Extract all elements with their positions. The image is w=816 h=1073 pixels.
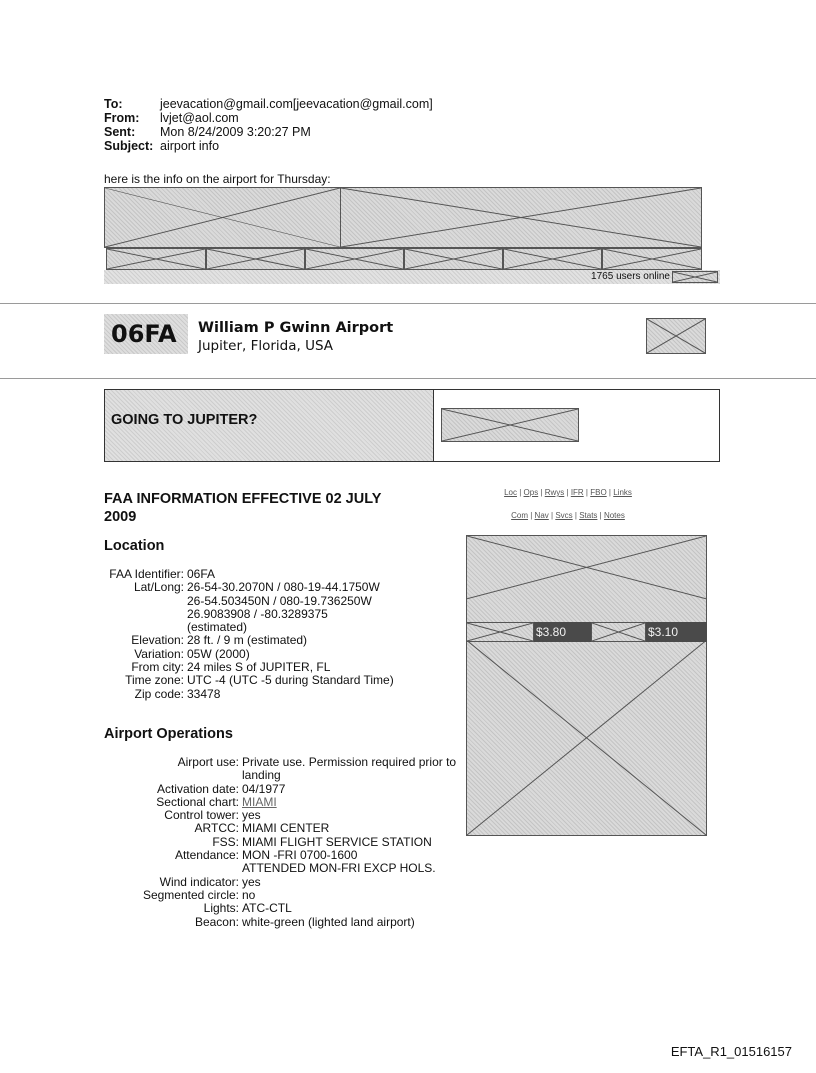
airport-diagram-image[interactable] (466, 535, 707, 836)
operations_section-key: Airport use: (177, 755, 239, 769)
promo-box (104, 389, 720, 462)
airport-name: William P Gwinn Airport (198, 320, 394, 336)
operations_section-row (104, 809, 456, 822)
section-nav-row1 (468, 488, 668, 497)
operations_section-value[interactable] (242, 796, 456, 809)
operations_section-key: Lights: (203, 901, 239, 916)
location_section-row (104, 674, 394, 687)
banner-nav-3[interactable] (305, 248, 404, 270)
users-online-strip (104, 270, 720, 284)
fuel-price-1: $3.80 (536, 625, 567, 639)
operations_section-value-line: no (242, 887, 256, 902)
location_section-key: Zip code: (134, 686, 184, 701)
nav-link-ops[interactable]: Ops (523, 488, 539, 497)
operations_section-value (242, 809, 456, 822)
operations_section-value-line: ATC-CTL (242, 901, 292, 916)
operations_section-value (242, 876, 456, 889)
location_section-row (104, 568, 394, 581)
operations_section-row (104, 822, 456, 835)
nav-separator: | (516, 488, 524, 497)
fuel-price-separator-image (591, 622, 646, 642)
location_section-key: Variation: (134, 646, 184, 661)
nav-link-nav[interactable]: Nav (534, 511, 549, 520)
operations-table (104, 756, 456, 929)
operations_section-key: Sectional chart: (156, 794, 239, 809)
operations_section-value-line: white-green (lighted land airport) (242, 914, 415, 929)
location_section-row (104, 648, 394, 661)
fuel-price-2: $3.10 (648, 625, 679, 639)
operations_section-key: FSS: (212, 834, 239, 849)
operations_section-row (104, 756, 456, 783)
location_section-value (187, 674, 394, 687)
operations_section-value-line: landing (242, 768, 281, 783)
operations_section-value-line: yes (242, 874, 261, 889)
users-online-text: 1765 users online (591, 271, 670, 282)
operations_section-row (104, 783, 456, 796)
operations_section-key: Attendance: (174, 848, 239, 863)
location_section-row (104, 581, 394, 634)
operations_section-key: ARTCC: (194, 821, 239, 836)
nav-separator: | (564, 488, 571, 497)
operations_section-key: Activation date: (156, 781, 239, 796)
to-label: To: (104, 97, 123, 111)
operations_section-row (104, 796, 456, 809)
nav-link-svcs[interactable]: Svcs (555, 511, 573, 520)
location-table (104, 568, 394, 701)
subject-label: Subject: (104, 139, 154, 153)
operations_section-value-line: Private use. Permission required prior to (242, 755, 457, 769)
subject-value: airport info (160, 139, 220, 153)
operations_section-value (242, 756, 456, 783)
banner-nav-5[interactable] (503, 248, 602, 270)
location_section-row (104, 688, 394, 701)
nav-separator: | (548, 511, 556, 520)
banner-nav-2[interactable] (206, 248, 305, 270)
location_section-value-line: 26-54-30.2070N / 080-19-44.1750W (187, 580, 380, 595)
sent-value: Mon 8/24/2009 3:20:27 PM (160, 125, 311, 139)
nav-link-stats[interactable]: Stats (579, 511, 598, 520)
nav-separator: | (538, 488, 545, 497)
location_section-key: Time zone: (125, 673, 184, 688)
faa-heading-line1: FAA INFORMATION EFFECTIVE 02 JULY (104, 491, 382, 507)
location-title: Location (104, 538, 165, 554)
faa-heading (104, 490, 381, 526)
operations_section-value (242, 849, 456, 876)
promo-heading: GOING TO JUPITER? (111, 412, 258, 428)
location_section-value-line: 05W (2000) (187, 646, 250, 661)
airport-code-badge (104, 314, 188, 354)
location_section-row (104, 661, 394, 674)
operations_section-row (104, 836, 456, 849)
nav-link-com[interactable]: Com (511, 511, 529, 520)
sent-label: Sent: (104, 125, 136, 139)
nav-separator: | (572, 511, 580, 520)
location_section-value (187, 568, 394, 581)
operations_section-row (104, 889, 456, 902)
to-value: jeevacation@gmail.com[jeevacation@gmail.com] (160, 97, 433, 111)
nav-separator: | (606, 488, 614, 497)
banner-nav-4[interactable] (404, 248, 503, 270)
document-id: EFTA_R1_01516157 (670, 1044, 792, 1059)
location_section-key: From city: (131, 660, 184, 675)
faa-heading-line2: 2009 (104, 509, 137, 525)
location_section-value-line: (estimated) (187, 620, 248, 635)
nav-link-fbo[interactable]: FBO (590, 488, 607, 497)
operations_section-value-line: yes (242, 808, 261, 823)
banner-image-right (340, 187, 702, 248)
nav-separator: | (583, 488, 591, 497)
operations_section-key: Beacon: (194, 914, 239, 929)
operations_section-value (242, 889, 456, 902)
nav-link-links[interactable]: Links (613, 488, 632, 497)
operations_section-value (242, 822, 456, 835)
operations_section-row (104, 876, 456, 889)
nav-separator: | (528, 511, 535, 520)
divider-top (0, 303, 816, 304)
operations_section-row (104, 902, 456, 915)
location_section-value-line: 33478 (187, 686, 221, 701)
banner-image-left (104, 187, 341, 248)
location_section-value-line: UTC -4 (UTC -5 during Standard Time) (187, 673, 394, 688)
nav-link-rwys[interactable]: Rwys (544, 488, 565, 497)
location_section-value (187, 634, 394, 647)
from-label: From: (104, 111, 140, 125)
location_section-value-line: 28 ft. / 9 m (estimated) (187, 633, 308, 648)
airport-photo-thumb[interactable] (646, 318, 706, 354)
location_section-value-line: 26-54.503450N / 080-19.736250W (187, 593, 372, 608)
location_section-value (187, 661, 394, 674)
divider-middle (0, 378, 816, 379)
location_section-value-line: 06FA (187, 567, 216, 581)
banner-nav-1[interactable] (106, 248, 206, 270)
operations_section-row (104, 849, 456, 876)
promo-image[interactable] (441, 408, 579, 442)
nav-link-loc[interactable]: Loc (504, 488, 517, 497)
location_section-value (187, 688, 394, 701)
operations_section-value (242, 783, 456, 796)
nav-link-notes[interactable]: Notes (603, 511, 625, 520)
location_section-value (187, 648, 394, 661)
operations_section-key: Segmented circle: (142, 887, 239, 902)
operations_section-value (242, 916, 456, 929)
location_section-key: Elevation: (131, 633, 184, 648)
location_section-key: FAA Identifier: (109, 567, 184, 581)
fuel-price-bar (466, 622, 707, 642)
operations_section-value-line: ATTENDED MON-FRI EXCP HOLS. (242, 861, 436, 876)
nav-link-ifr[interactable]: IFR (570, 488, 584, 497)
promo-left-cell (105, 390, 434, 461)
fuel-price-left-image (466, 622, 534, 642)
banner-nav-6[interactable] (602, 248, 702, 270)
operations_section-value-line: MON -FRI 0700-1600 (242, 848, 358, 863)
location_section-key: Lat/Long: (133, 580, 184, 595)
email-header (104, 97, 604, 157)
section-nav-row2 (468, 511, 668, 520)
location_section-value-line: 24 miles S of JUPITER, FL (187, 660, 331, 675)
location_section-row (104, 634, 394, 647)
operations-title: Airport Operations (104, 726, 233, 742)
operations_section-value-line: 04/1977 (242, 781, 286, 796)
operations_section-value (242, 902, 456, 915)
operations_section-value-line: MIAMI FLIGHT SERVICE STATION (242, 834, 432, 849)
operations_section-value (242, 836, 456, 849)
operations_section-value-link[interactable]: MIAMI (242, 794, 277, 809)
location_section-value-line: 26.9083908 / -80.3289375 (187, 606, 328, 621)
airport-location: Jupiter, Florida, USA (198, 338, 334, 354)
operations_section-key: Wind indicator: (159, 874, 239, 889)
from-value: lvjet@aol.com (160, 111, 239, 125)
operations_section-key: Control tower: (164, 808, 239, 823)
nav-separator: | (597, 511, 604, 520)
airport-code: 06FA (111, 320, 177, 348)
operations_section-value-line: MIAMI CENTER (242, 821, 330, 836)
users-online-icon[interactable] (672, 271, 718, 283)
operations_section-row (104, 916, 456, 929)
location_section-value (187, 581, 394, 634)
email-intro: here is the info on the airport for Thursday: (104, 172, 331, 186)
